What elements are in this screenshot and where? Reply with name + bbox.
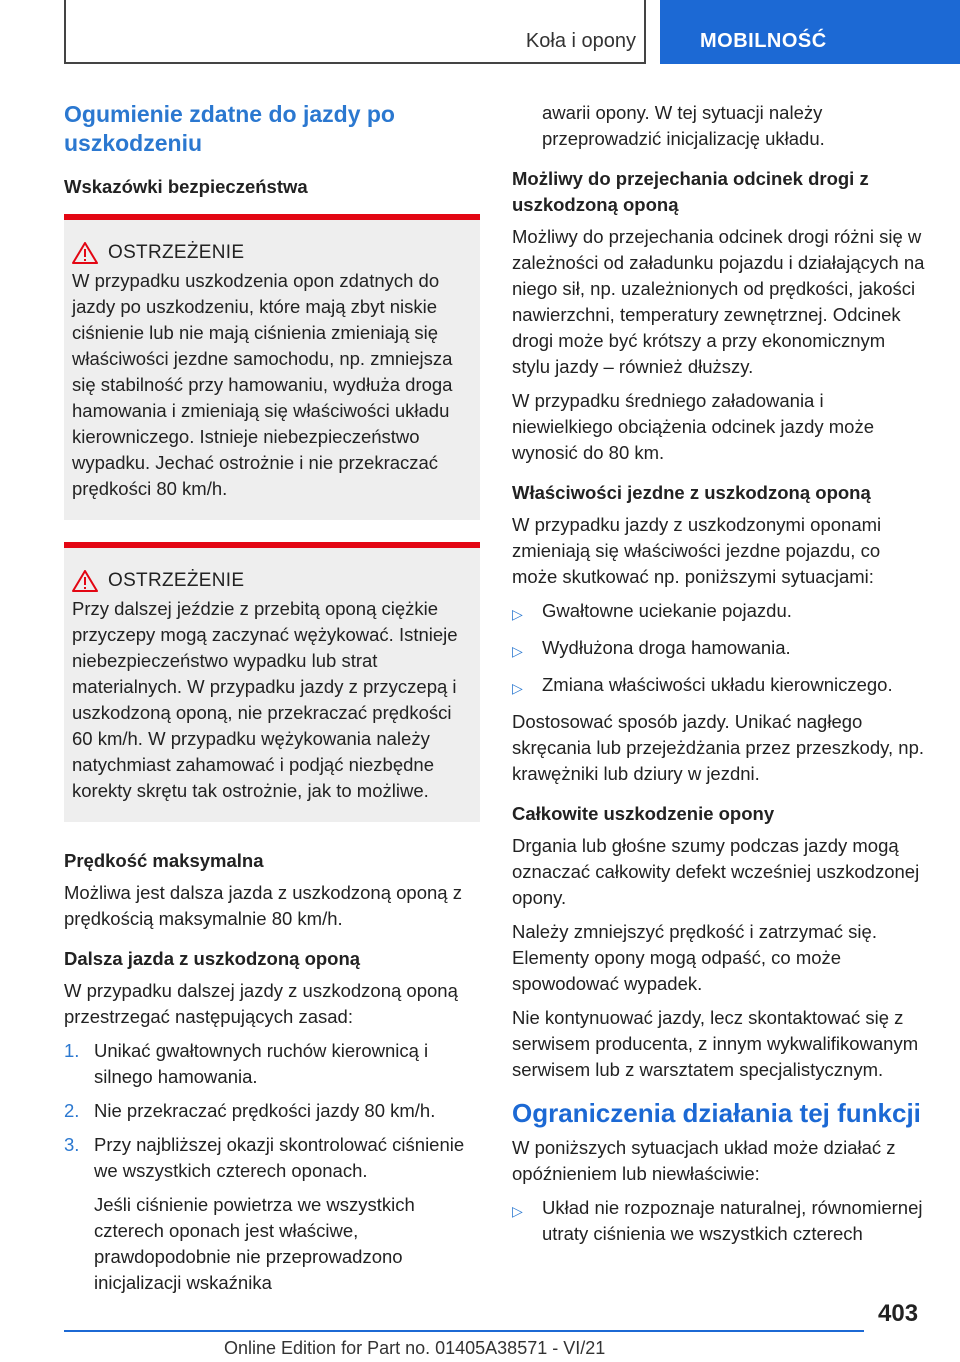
list-text: Zmiana właściwości układu kierowniczego. — [542, 674, 893, 695]
warning-text: Przy dalszej jeździe z przebitą oponą ciężkie przyczepy mogą zaczynać wężykować. Istnieje niebezpieczeństwo wypadku lub strat materialnych. W przypadku jazdy z przyczepą i uszkodzoną oponą, nie przekraczać prędkości 60 km/h. W przypadku wężykowania należy natychmiast zahamować i podjąć niezbędne korekty skrętu tak ostrożnie, jak to możliwe. — [72, 598, 458, 801]
max-speed-text: Możliwa jest dalsza jazda z uszkodzoną oponą z prędkością maksymalnie 80 km/h. — [64, 882, 462, 929]
rules-list — [64, 1038, 480, 1304]
list-text: Układ nie rozpoznaje naturalnej, równomiernej utraty ciśnienia we wszystkich czterech — [542, 1197, 923, 1244]
further-driving-text: W przypadku dalszej jazdy z uszkodzoną oponą przestrzegać następujących zasad: — [64, 980, 458, 1027]
total-damage-text-3: Nie kontynuować jazdy, lecz skontaktować się z serwisem producenta, z innym wykwalifikowanym serwisem lub z warsztatem specjalistycznym. — [512, 1007, 919, 1080]
footer-edition: Online Edition for Part no. 01405A38571 - VI/21 — [224, 1338, 606, 1358]
list-text: Gwałtowne uciekanie pojazdu. — [542, 600, 792, 621]
safety-heading: Wskazówki bezpieczeństwa — [64, 176, 308, 197]
list-item — [512, 672, 928, 701]
distance-text-2: W przypadku średniego załadowania i niewielkiego obciążenia odcinek jazdy może wynosić do 80 km. — [512, 390, 874, 463]
total-damage-text: Drgania lub głośne szumy podczas jazdy mogą oznaczać całkowity defekt wcześniej uszkodzonej opony. — [512, 835, 920, 908]
list-item — [64, 1098, 480, 1124]
list-text: Przy najbliższej okazji skontrolować ciśnienie we wszystkich czterech oponach. — [94, 1134, 465, 1181]
warning-box — [64, 542, 480, 822]
page-number: 403 — [878, 1300, 919, 1327]
triangle-bullet-icon: ▷ — [512, 643, 523, 659]
warning-text: W przypadku uszkodzenia opon zdatnych do jazdy po uszkodzeniu, które mają zbyt niskie ciśnienie lub nie mają ciśnienia zmieniają się właściwości jezdne samochodu, np. zmniejsza się stabilność przy hamowaniu, wydłuża droga hamowania i zmieniają się właściwości układu kierowniczego. Istnieje niebezpieczeństwo wypadku. Jechać ostrożnie i nie przekraczać prędkości 80 km/h. — [72, 270, 453, 499]
right-column — [512, 100, 928, 1255]
list-extra-text: Jeśli ciśnienie powietrza we wszystkich czterech oponach jest właściwe, prawdopodobnie nie przeprowadzono inicjalizacji wskaźnika — [94, 1194, 415, 1293]
limits-text: W poniższych sytuacjach układ może działać z opóźnieniem lub niewłaściwie: — [512, 1137, 896, 1184]
limits-title: Ograniczenia działania tej funkcji — [512, 1098, 921, 1128]
list-item — [512, 635, 928, 664]
list-item — [512, 1195, 928, 1247]
triangle-bullet-icon: ▷ — [512, 606, 523, 622]
total-damage-text-2: Należy zmniejszyć prędkość i zatrzymać się. Elementy opony mogą odpaść, co może spowodować wypadek. — [512, 921, 877, 994]
handling-text: W przypadku jazdy z uszkodzonymi oponami zmieniają się właściwości jezdne pojazdu, co może skutkować np. poniższymi sytuacjami: — [512, 514, 882, 587]
warning-box — [64, 214, 480, 520]
further-driving-heading: Dalsza jazda z uszkodzoną oponą — [64, 948, 361, 969]
triangle-bullet-icon: ▷ — [512, 680, 523, 696]
chapter-tab[interactable]: MOBILNOŚĆ — [660, 0, 960, 64]
warning-title: OSTRZEŻENIE — [108, 570, 245, 591]
list-item — [64, 1038, 480, 1090]
total-damage-heading: Całkowite uszkodzenie opony — [512, 803, 775, 824]
list-number: 2. — [64, 1100, 80, 1121]
max-speed-heading: Prędkość maksymalna — [64, 850, 264, 871]
list-text: Unikać gwałtownych ruchów kierownicą i silnego hamowania. — [94, 1040, 429, 1087]
distance-heading: Możliwy do przejechania odcinek drogi z uszkodzoną oponą — [512, 168, 869, 215]
footer-divider — [64, 1330, 864, 1332]
section-title: Ogumienie zdatne do jazdy po uszkodzeniu — [64, 101, 395, 156]
list-number: 3. — [64, 1134, 80, 1155]
handling-heading: Właściwości jezdne z uszkodzoną oponą — [512, 482, 871, 503]
list-number: 1. — [64, 1040, 80, 1061]
list-item — [512, 598, 928, 627]
warning-title: OSTRZEŻENIE — [108, 242, 245, 263]
triangle-bullet-icon: ▷ — [512, 1203, 523, 1219]
list-text: Nie przekraczać prędkości jazdy 80 km/h. — [94, 1100, 436, 1121]
warning-triangle-icon — [72, 570, 98, 592]
list-item — [64, 1132, 480, 1304]
limits-list — [512, 1195, 928, 1247]
distance-text: Możliwy do przejechania odcinek drogi różni się w zależności od załadunku pojazdu i działających na niego sił, np. uzależnionych od prędkości, jakości nawierzchni, temperatury zewnętrznej. Odcinek drogi może być krótszy a przy ekonomicznym stylu jazdy – również dłuższy. — [512, 226, 925, 377]
continued-text: awarii opony. W tej sytuacji należy przeprowadzić inicjalizację układu. — [542, 102, 825, 149]
list-text: Wydłużona droga hamowania. — [542, 637, 791, 658]
warning-triangle-icon — [72, 242, 98, 264]
handling-after-text: Dostosować sposób jazdy. Unikać nagłego skręcania lub przejeżdżania przez przeszkody, np. krawężniki lub dziury w jezdni. — [512, 711, 925, 784]
left-column — [64, 100, 480, 1318]
header-section: Koła i opony — [525, 30, 636, 52]
handling-list — [512, 598, 928, 701]
